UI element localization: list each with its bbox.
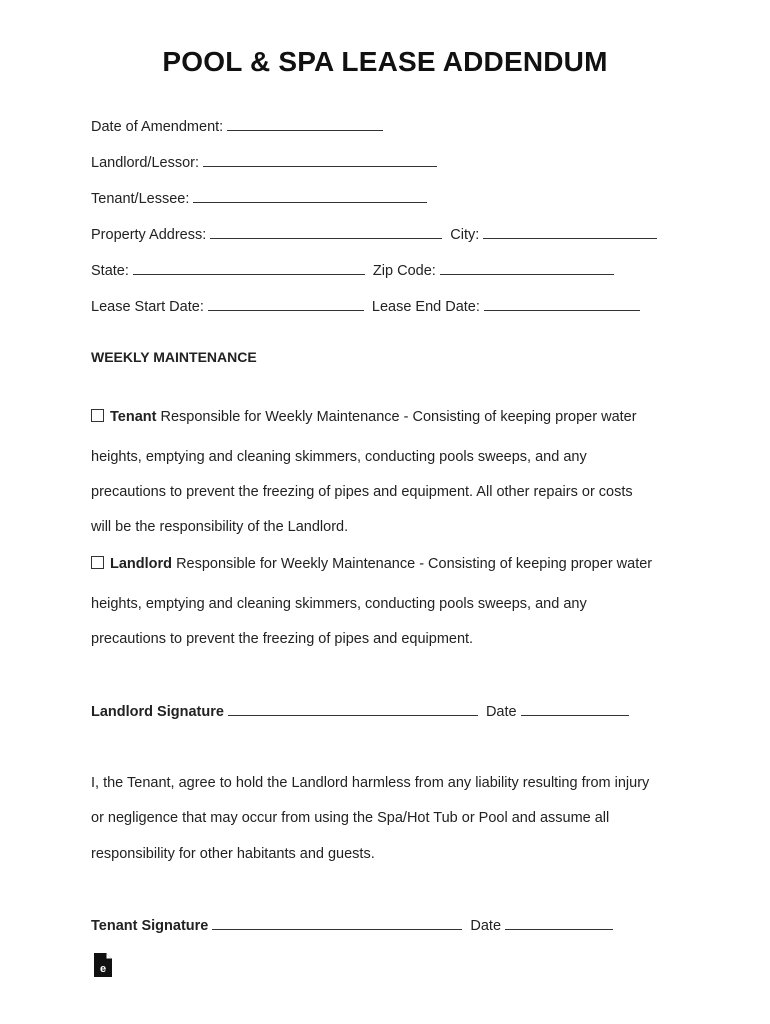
landlord-lessor-row (91, 154, 441, 171)
landlord-signature-row (91, 703, 633, 720)
document-title: POOL & SPA LEASE ADDENDUM (162, 46, 608, 77)
weekly-maintenance-heading: WEEKLY MAINTENANCE (91, 349, 257, 365)
tenant-lessee-label: Tenant/Lessee: (91, 191, 190, 207)
tenant-signature-date-field[interactable] (505, 917, 613, 930)
landlord-lessor-label: Landlord/Lessor: (91, 155, 200, 171)
tenant-lessee-field[interactable] (193, 190, 427, 203)
state-field[interactable] (133, 262, 365, 275)
landlord-checkbox[interactable] (91, 556, 104, 569)
lease-start-date-label: Lease Start Date: (91, 299, 204, 315)
landlord-lessor-field[interactable] (203, 154, 437, 167)
tenant-lessee-row (91, 190, 431, 207)
landlord-option-line3: precautions to prevent the freezing of pipes and equipment. (91, 631, 474, 647)
landlord-option-text1: Responsible for Weekly Maintenance - Consisting of keeping proper water (176, 556, 653, 572)
hold-harmless-line2: or negligence that may occur from using the Spa/Hot Tub or Pool and assume all (91, 810, 610, 826)
hold-harmless-line3: responsibility for other habitants and guests. (91, 846, 375, 862)
landlord-signature-field[interactable] (228, 703, 478, 716)
state-label: State: (91, 263, 129, 279)
landlord-option-label: Landlord (110, 556, 173, 572)
state-zip-row (91, 262, 618, 279)
property-address-label: Property Address: (91, 227, 207, 243)
zip-code-label: Zip Code: (372, 263, 436, 279)
landlord-signature-date-label: Date (485, 704, 517, 720)
city-label: City: (450, 227, 480, 243)
tenant-option-line2: heights, emptying and cleaning skimmers, conducting pools sweeps, and any (91, 449, 587, 465)
zip-code-field[interactable] (440, 262, 614, 275)
date-of-amendment-label: Date of Amendment: (91, 119, 224, 135)
svg-text:e: e (99, 963, 107, 975)
tenant-option-text1: Responsible for Weekly Maintenance - Consisting of keeping proper water (160, 409, 637, 425)
eforms-logo-icon (93, 952, 113, 978)
landlord-option-line2: heights, emptying and cleaning skimmers, conducting pools sweeps, and any (91, 596, 587, 612)
landlord-signature-date-field[interactable] (521, 703, 629, 716)
tenant-option-label: Tenant (110, 409, 157, 425)
tenant-signature-label: Tenant Signature (91, 918, 209, 934)
lease-end-date-field[interactable] (484, 298, 640, 311)
date-of-amendment-field[interactable] (227, 118, 383, 131)
city-field[interactable] (483, 226, 657, 239)
tenant-option-line4: will be the responsibility of the Landlord. (91, 519, 349, 535)
date-of-amendment-row (91, 118, 387, 135)
property-address-row (91, 226, 661, 243)
tenant-option-line3: precautions to prevent the freezing of pipes and equipment. All other repairs or costs (91, 484, 633, 500)
property-address-field[interactable] (210, 226, 442, 239)
lease-end-date-label: Lease End Date: (371, 299, 480, 315)
landlord-signature-label: Landlord Signature (91, 704, 224, 720)
lease-dates-row (91, 298, 644, 315)
tenant-option-line1 (91, 409, 637, 425)
tenant-signature-date-label: Date (470, 918, 502, 934)
hold-harmless-line1: I, the Tenant, agree to hold the Landlord harmless from any liability resulting from injury (91, 775, 650, 791)
tenant-signature-field[interactable] (212, 917, 462, 930)
lease-start-date-field[interactable] (208, 298, 364, 311)
landlord-option-line1 (91, 556, 652, 572)
tenant-checkbox[interactable] (91, 409, 104, 422)
tenant-signature-row (91, 917, 617, 934)
